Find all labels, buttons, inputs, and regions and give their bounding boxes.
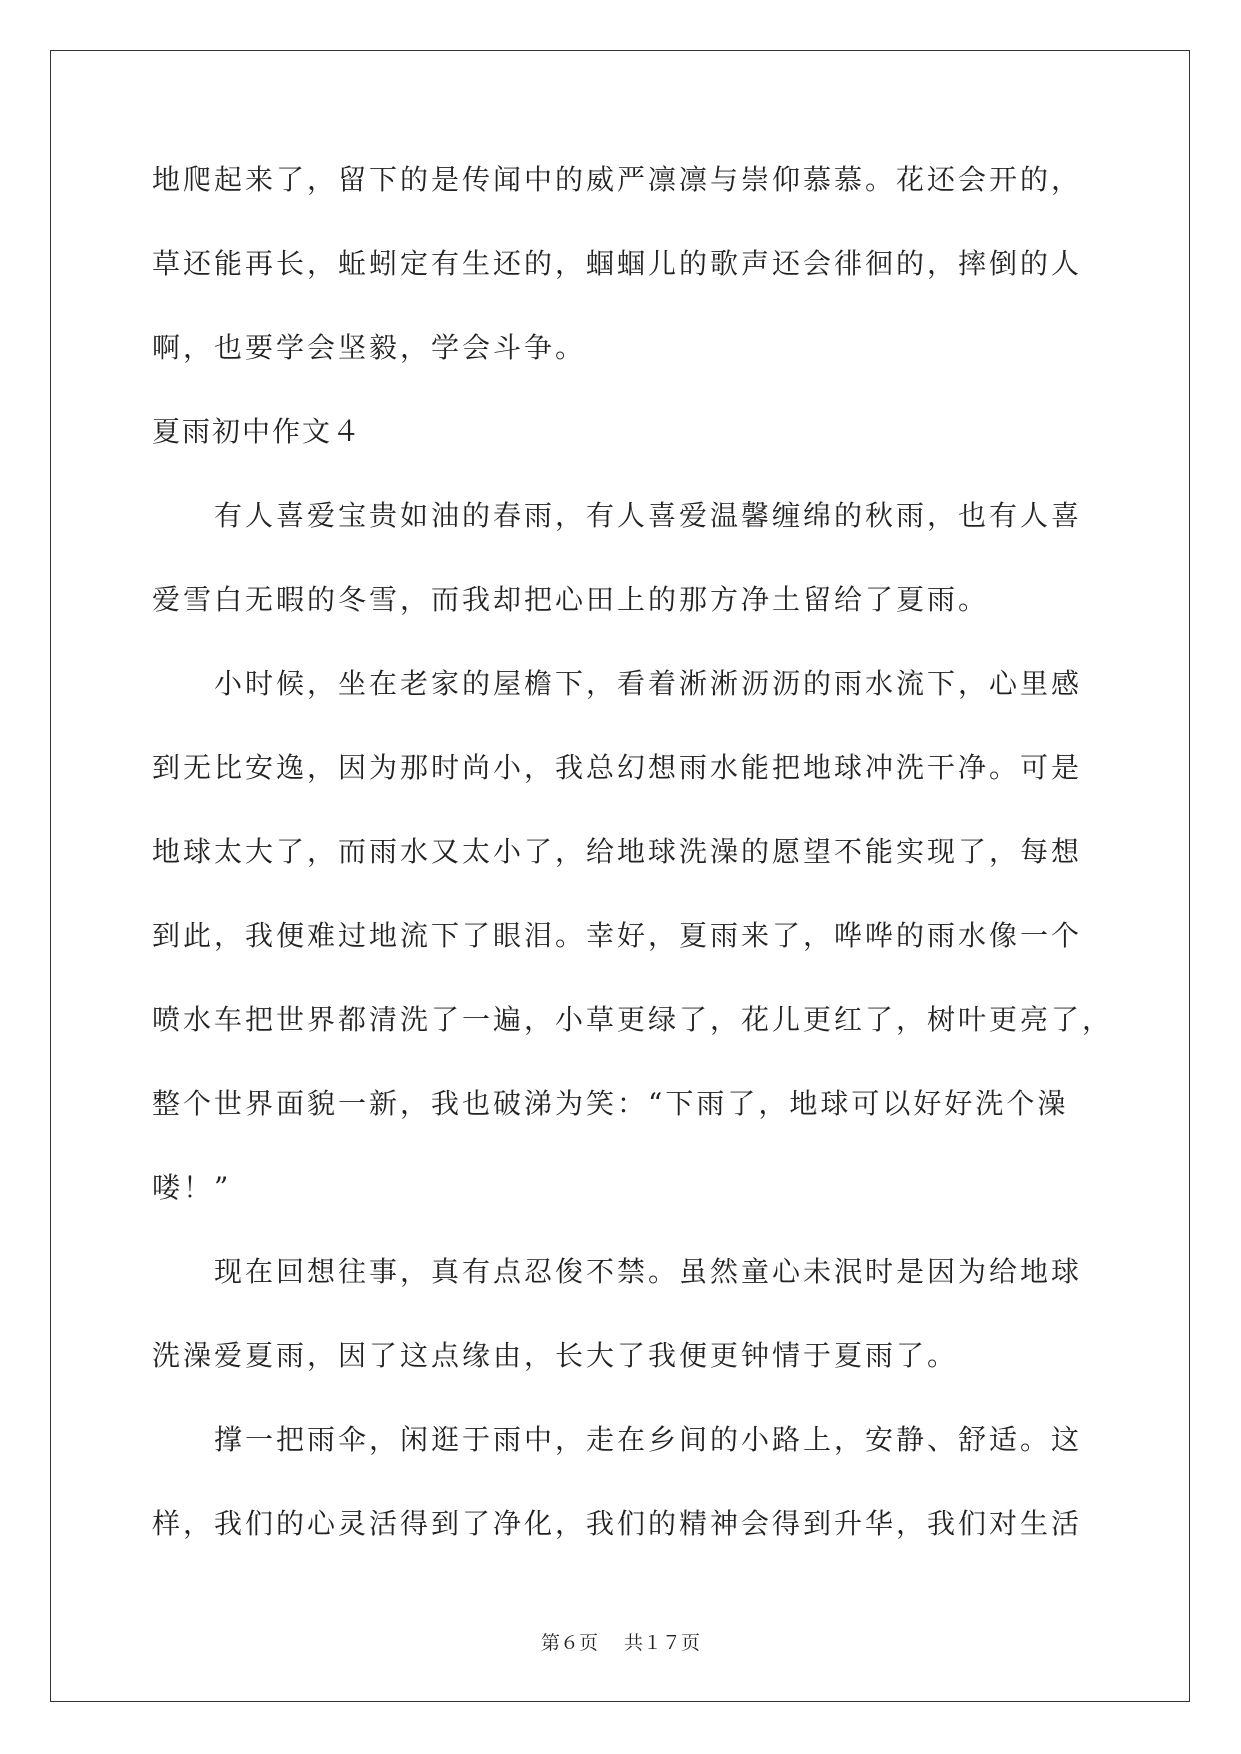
page-footer	[0, 1628, 1241, 1655]
text-line-10: 到此，我便难过地流下了眼泪。幸好，夏雨来了，哗哗的雨水像一个	[152, 919, 1083, 952]
text-line-5: 有人喜爱宝贵如油的春雨，有人喜爱温馨缠绵的秋雨，也有人喜	[214, 499, 1083, 532]
text-line-13: 喽！”	[152, 1171, 232, 1204]
text-line-11: 喷水车把世界都清洗了一遍，小草更绿了，花儿更红了，树叶更亮了，	[152, 1003, 1114, 1036]
text-line-9: 地球太大了，而雨水又太小了，给地球洗澡的愿望不能实现了，每想	[152, 835, 1083, 868]
text-line-3: 啊，也要学会坚毅，学会斗争。	[152, 331, 587, 364]
text-line-7: 小时候，坐在老家的屋檐下，看着淅淅沥沥的雨水流下，心里感	[214, 667, 1083, 700]
text-line-12: 整个世界面貌一新，我也破涕为笑：“下雨了，地球可以好好洗个澡	[152, 1087, 1069, 1120]
text-line-1: 地爬起来了，留下的是传闻中的威严凛凛与崇仰慕慕。花还会开的，	[152, 163, 1083, 196]
section-heading: 夏雨初中作文４	[152, 415, 363, 448]
text-line-8: 到无比安逸，因为那时尚小，我总幻想雨水能把地球冲洗干净。可是	[152, 751, 1083, 784]
page-number: 第６页	[540, 1632, 598, 1654]
text-line-17: 样，我们的心灵活得到了净化，我们的精神会得到升华，我们对生活	[152, 1507, 1083, 1540]
text-line-15: 洗澡爱夏雨，因了这点缘由，长大了我便更钟情于夏雨了。	[152, 1339, 959, 1372]
text-line-2: 草还能再长，蚯蚓定有生还的，蝈蝈儿的歌声还会徘徊的，摔倒的人	[152, 247, 1083, 280]
page-total: 共１７页	[624, 1632, 701, 1654]
text-line-6: 爱雪白无暇的冬雪，而我却把心田上的那方净土留给了夏雨。	[152, 583, 990, 616]
document-body	[152, 163, 1114, 1593]
text-line-16: 撑一把雨伞，闲逛于雨中，走在乡间的小路上，安静、舒适。这	[214, 1423, 1083, 1456]
text-line-14: 现在回想往事，真有点忍俊不禁。虽然童心未泯时是因为给地球	[214, 1255, 1083, 1288]
